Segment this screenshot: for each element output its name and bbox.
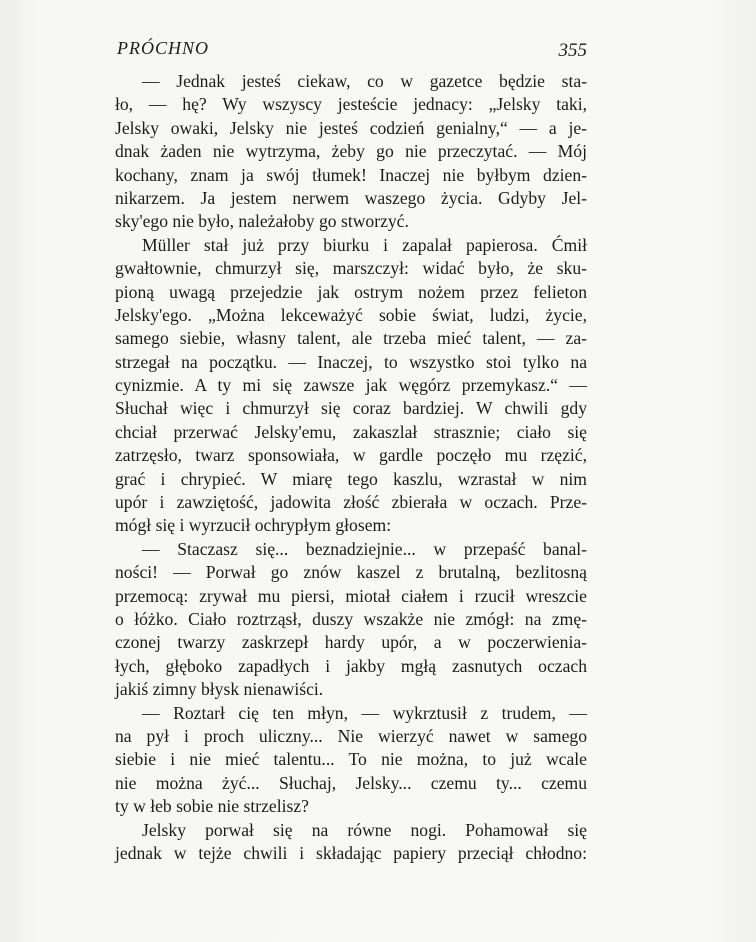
running-head xyxy=(117,38,587,62)
text-line: grać i chrypieć. W miarę tego kaszlu, wzrastał w nim xyxy=(115,468,587,489)
text-line: przemocą: zrywał mu piersi, miotał ciałem i rzucił wreszcie xyxy=(115,585,587,606)
text-line: strzegał na początku. — Inaczej, to wszystko stoi tylko na xyxy=(115,351,587,372)
text-line: — Roztarł cię ten młyn, — wykrztusił z trudem, — xyxy=(142,702,587,723)
text-line: zatrzęsło, twarz sponsowiała, w gardle poczęło mu rzęzić, xyxy=(115,445,587,466)
text-line: Müller stał już przy biurku i zapalał papierosa. Ćmił xyxy=(142,234,587,255)
body-text xyxy=(115,70,587,865)
text-line: upór i zawziętość, jadowita złość zbierała w oczach. Prze- xyxy=(115,492,587,513)
text-line: ności! — Porwał go znów kaszel z brutalną, bezlitosną xyxy=(115,562,587,583)
text-line: gwałtownie, chmurzył się, marszczył: widać było, że sku- xyxy=(115,258,587,279)
text-line: ty w łeb sobie nie strzelisz? xyxy=(115,796,309,817)
text-line: Jelsky'ego. „Można lekceważyć sobie świat, ludzi, życie, xyxy=(115,304,587,325)
text-line: pioną uwagą przejedzie jak ostrym nożem przez felieton xyxy=(115,281,587,302)
text-line: sky'ego nie było, należałoby go stworzyć. xyxy=(115,211,409,232)
text-line: Jelsky porwał się na równe nogi. Pohamował się xyxy=(142,819,587,840)
text-line: Słuchał więc i chmurzył się coraz bardziej. W chwili gdy xyxy=(115,398,587,419)
text-line: samego siebie, własny talent, ale trzeba mieć talent, — za- xyxy=(115,328,587,349)
text-line: dnak żaden nie wytrzyma, żeby go nie przeczytać. — Mój xyxy=(115,141,587,162)
text-line: nikarzem. Ja jestem nerwem waszego życia. Gdyby Jel- xyxy=(115,187,587,208)
text-line: ło, — hę? Wy wszyscy jesteście jednacy: „Jelsky taki, xyxy=(115,94,587,115)
text-line: łych, głęboko zapadłych i jakby mgłą zasnutych oczach xyxy=(115,655,587,676)
text-line: Jelsky owaki, Jelsky nie jesteś codzień genialny,“ — a je- xyxy=(115,117,587,138)
text-line: na pył i proch uliczny... Nie wierzyć nawet w samego xyxy=(115,725,587,746)
text-line: czonej twarzy zaskrzepł hardy upór, a w poczerwienia- xyxy=(115,632,587,653)
text-line: nie można żyć... Słuchaj, Jelsky... czemu ty... czemu xyxy=(115,772,587,793)
text-line: mógł się i wyrzucił ochrypłym głosem: xyxy=(115,515,392,536)
text-line: — Staczasz się... beznadziejnie... w przepaść banal- xyxy=(142,538,587,559)
text-line: siebie i nie mieć talentu... To nie można, to już wcale xyxy=(115,749,587,770)
text-line: — Jednak jesteś ciekaw, co w gazetce będzie sta- xyxy=(142,71,587,91)
text-line: jakiś zimny błysk nienawiści. xyxy=(115,679,324,700)
chapter-title: PRÓCHNO xyxy=(117,38,209,58)
text-line: kochany, znam ja swój tłumek! Inaczej nie byłbym dzien- xyxy=(115,164,587,185)
page-number: 355 xyxy=(558,40,587,61)
text-line: jednak w tejże chwili i składając papiery przeciął chłodno: xyxy=(115,842,587,863)
text-line: o łóżko. Ciało roztrząsł, duszy wszakże nie zmógł: na zmę- xyxy=(115,608,587,629)
text-line: cynizmie. A ty mi się zawsze jak węgórz przemykasz.“ — xyxy=(115,375,587,396)
text-line: chciał przerwać Jelsky'emu, zakaszlał strasznie; ciało się xyxy=(115,421,587,442)
